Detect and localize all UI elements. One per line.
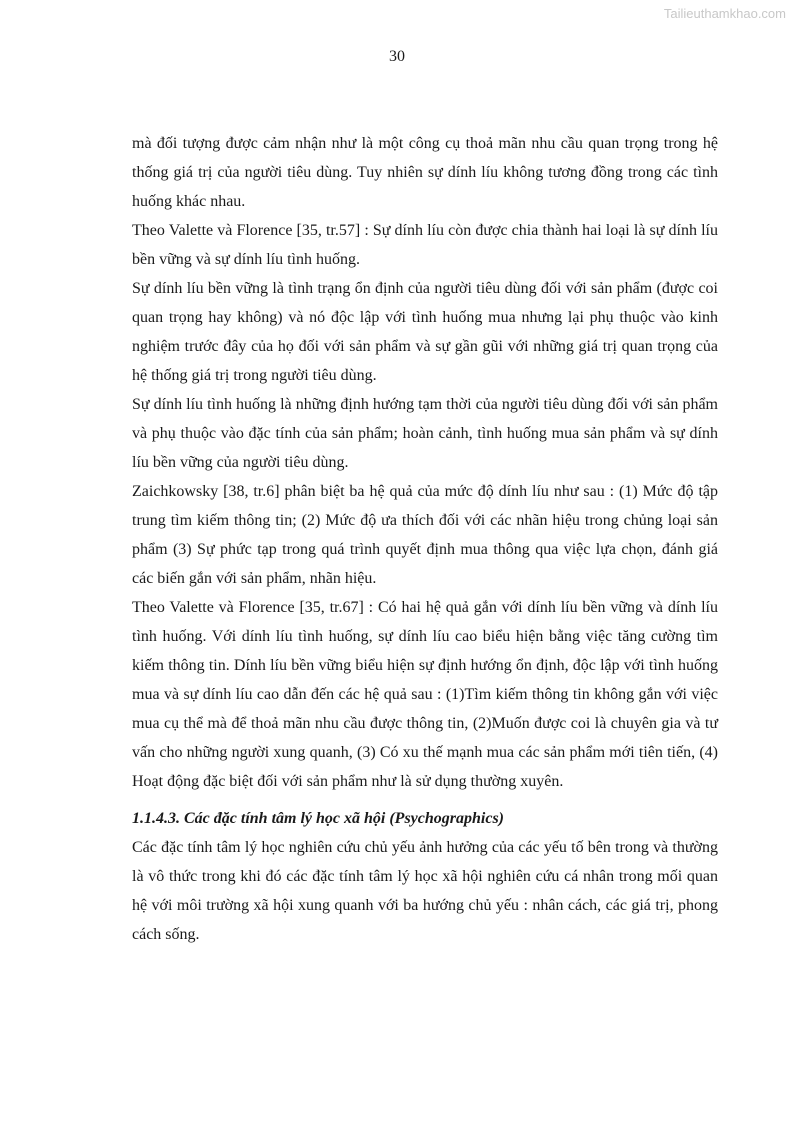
paragraph: Zaichkowsky [38, tr.6] phân biệt ba hệ quả của mức độ dính líu như sau : (1) Mức độ tập trung tìm kiếm thông tin; (2) Mức độ ưa thích đối với các nhãn hiệu trong chủng loại sản phẩm (3) Sự phức tạp trong quá trình quyết định mua thông qua việc lựa chọn, đánh giá các biến gắn với sản phẩm, nhãn hiệu. [132,483,718,587]
document-body [132,129,718,949]
paragraph: Sự dính líu bền vững là tình trạng ổn định của người tiêu dùng đối với sản phẩm (được coi quan trọng hay không) và nó độc lập với tình huống mua nhưng lại phụ thuộc vào kinh nghiệm trước đây của họ đối với sản phẩm và sự gần gũi với những giá trị quan trọng của hệ thống giá trị trong người tiêu dùng. [132,280,718,384]
section-heading: 1.1.4.3. Các đặc tính tâm lý học xã hội (Psychographics) [132,810,504,827]
paragraph: Theo Valette và Florence [35, tr.67] : Có hai hệ quả gắn với dính líu bền vững và dính líu tình huống. Với dính líu tình huống, sự dính líu cao biểu hiện bằng việc tăng cường tìm kiếm thông tin. Dính líu bền vững biểu hiện sự định hướng ổn định, độc lập với tình huống mua và sự dính líu cao dẫn đến các hệ quả sau : (1)Tìm kiếm thông tin không gắn với việc mua cụ thể mà để thoả mãn nhu cầu được thông tin, (2)Muốn được coi là chuyên gia và tư vấn cho những người xung quanh, (3) Có xu thế mạnh mua các sản phẩm mới tiên tiến, (4) Hoạt động đặc biệt đối với sản phẩm như là sử dụng thường xuyên. [132,599,718,790]
paragraph: mà đối tượng được cảm nhận như là một công cụ thoả mãn nhu cầu quan trọng trong hệ thống giá trị của người tiêu dùng. Tuy nhiên sự dính líu không tương đồng trong các tình huống khác nhau. [132,135,718,210]
paragraph: Sự dính líu tình huống là những định hướng tạm thời của người tiêu dùng đối với sản phẩm và phụ thuộc vào đặc tính của sản phẩm; hoàn cảnh, tình huống mua sản phẩm và sự dính líu bền vững của người tiêu dùng. [132,396,718,471]
paragraph: Theo Valette và Florence [35, tr.57] : Sự dính líu còn được chia thành hai loại là sự dính líu bền vững và sự dính líu tình huống. [132,222,718,268]
watermark: Tailieuthamkhao.com [663,6,786,21]
section-paragraph: Các đặc tính tâm lý học nghiên cứu chủ yếu ảnh hưởng của các yếu tố bên trong và thường là vô thức trong khi đó các đặc tính tâm lý học xã hội nghiên cứu cá nhân trong mối quan hệ với môi trường xã hội xung quanh với ba hướng chủ yếu : nhân cách, các giá trị, phong cách sống. [132,839,718,943]
page-number: 30 [389,48,405,65]
